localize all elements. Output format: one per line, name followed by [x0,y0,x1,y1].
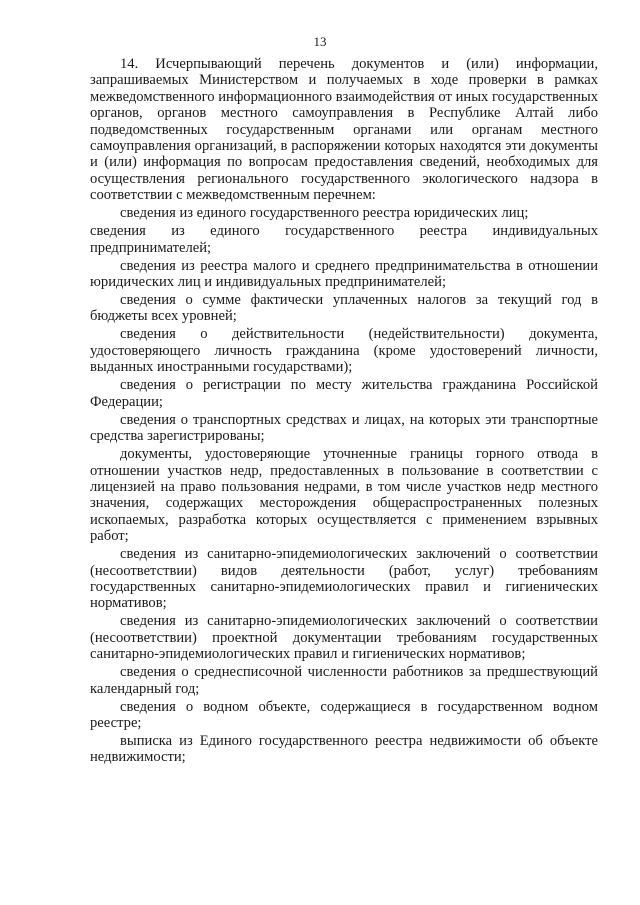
list-item: выписка из Единого государственного реестра недвижимости об объекте недвижимости; [90,732,598,766]
list-item: сведения из реестра малого и среднего предпринимательства в отношении юридических лиц и индивидуальных предпринимателей; [90,257,598,291]
list-item: сведения из единого государственного реестра индивидуальных предпринимателей; [90,223,598,256]
paragraph-intro: 14. Исчерпывающий перечень документов и (или) информации, запрашиваемых Министерством и получаемых в ходе проверки в рамках межведомственного информационного взаимодействия от иных государственных органов, органов местного самоуправления в Республике Алтай либо подведомственных государственным органами или органам местного самоуправления организаций, в распоряжении которых находятся эти документы и (или) информация по вопросам предоставления сведений, необходимых для осуществления регионального государственного экологического надзора в соответствии с межведомственным перечнем: [90,56,598,204]
list-item: сведения о транспортных средствах и лицах, на которых эти транспортные средства зарегистрированы; [90,411,598,445]
list-item: сведения о регистрации по месту жительства гражданина Российской Федерации; [90,377,598,410]
list-item: документы, удостоверяющие уточненные границы горного отвода в отношении участков недр, предоставленных в пользование в соответствии с лицензией на право пользования недрами, в том числе участков недр местного значения, содержащих месторождения общераспространенных полезных ископаемых, разработка которых осуществляется с применением взрывных работ; [90,446,598,545]
list-item: сведения о действительности (недействительности) документа, удостоверяющего личность гражданина (кроме удостоверений личности, выданных иностранными государствами); [90,326,598,376]
page-number: 13 [313,34,327,49]
list-item: сведения из санитарно-эпидемиологических заключений о соответствии (несоответствии) видов деятельности (работ, услуг) требованиям государственных санитарно-эпидемиологических правил и гигиенических нормативов; [90,546,598,612]
list-item: сведения о среднесписочной численности работников за предшествующий календарный год; [90,664,598,697]
list-item: сведения из единого государственного реестра юридических лиц; [120,205,529,222]
list-item: сведения из санитарно-эпидемиологических заключений о соответствии (несоответствии) проектной документации требованиям государственных санитарно-эпидемиологических правил и гигиенических нормативов; [90,613,598,663]
document-body [90,56,598,767]
list-item: сведения о сумме фактически уплаченных налогов за текущий год в бюджеты всех уровней; [90,292,598,325]
list-item: сведения о водном объекте, содержащиеся в государственном водном реестре; [90,698,598,731]
